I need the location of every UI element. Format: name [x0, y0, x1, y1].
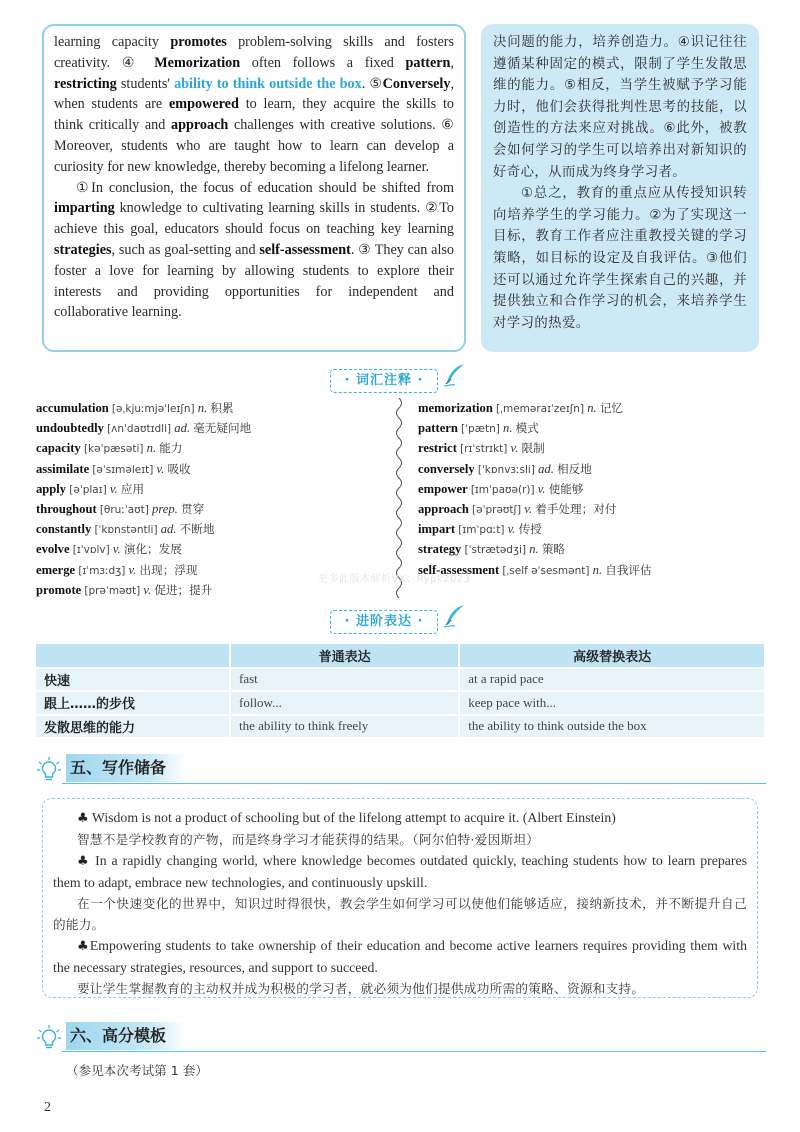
vocab-phonetic: [əˈplaɪ]: [69, 483, 107, 496]
vocab-meaning: 传授: [518, 522, 542, 537]
vocab-pos: ad.: [538, 461, 554, 476]
vocab-phonetic: [ʌnˈdaʊtɪdli]: [107, 423, 172, 436]
vocab-item: [418, 519, 768, 539]
vocab-item: [36, 398, 386, 418]
vocab-phonetic: [əˈprəʊtʃ]: [472, 503, 522, 516]
vocab-phonetic: [əˌkjuːmjəˈleɪʃn]: [111, 403, 195, 415]
expr-heading: · 进阶表达 ·: [330, 610, 438, 634]
vocab-word: memorization: [418, 401, 493, 415]
quote-cn: 在一个快速变化的世界中，知识过时得很快，教会学生如何学习可以使他们能够适应，接纳新技术，并不断提升自己的能力。: [53, 896, 747, 932]
vocab-meaning: 限制: [521, 441, 545, 456]
text: problem-solving skills and fosters creativity. ④: [54, 34, 454, 71]
vocab-phonetic: [əˈsɪməleɪt]: [92, 463, 154, 476]
lightbulb-icon: [36, 756, 62, 782]
vocab-meaning: 策略: [541, 542, 566, 557]
english-paragraph-2: [54, 178, 454, 324]
table-cell: fast: [230, 668, 459, 692]
table-row: [36, 668, 765, 692]
vocab-pos: v.: [537, 481, 546, 496]
vocab-word: throughout: [36, 501, 97, 516]
vocab-phonetic: [θruːˈaʊt]: [99, 503, 149, 516]
chinese-paragraph-2: ①总之，教育的重点应从传授知识转向培养学生的学习能力。②为了实现这一目标，教育工作者应注重教授关键的学习策略，如目标的设定及自我评估。③他们还可以通过允许学生探索自己的兴趣，并提供独立和合作学习的机会，来培养学生对学习的热爱。: [493, 186, 747, 331]
vocab-item: [36, 539, 386, 559]
vocab-pos: v.: [143, 582, 152, 597]
vocab-pos: n.: [503, 421, 513, 436]
vocab-item: [36, 459, 386, 479]
vocab-meaning: 自我评估: [605, 562, 652, 577]
club-icon: ♣: [77, 811, 89, 826]
vocab-pos: v.: [128, 562, 137, 577]
vocab-pos: n.: [587, 401, 597, 415]
vocab-item: [36, 519, 386, 539]
vocab-meaning: 吸收: [167, 461, 191, 476]
quill-icon: [442, 362, 468, 388]
text: , when students are: [54, 75, 454, 113]
vocab-phonetic: [kəˈpæsəti]: [83, 443, 144, 456]
table-header: 普通表达: [230, 644, 459, 668]
vocab-word: evolve: [36, 542, 70, 557]
english-passage-box: [42, 24, 466, 352]
vocab-meaning: 应用: [120, 481, 145, 496]
vocab-meaning: 使能够: [548, 481, 584, 496]
vocab-item: [418, 438, 768, 458]
highlighted-phrase: ability to think outside the box: [174, 75, 362, 92]
english-paragraph-1: [54, 32, 454, 178]
table-header-row: [36, 644, 765, 668]
vocab-meaning: 不断地: [179, 522, 215, 537]
keyword: empowered: [169, 96, 239, 113]
text: . ③ They can also foster a love for learning by allowing students to explore their interests and providing opportunities for independent and collaborative learning.: [54, 241, 454, 321]
vocab-phonetic: [ˈstrætədʒi]: [464, 544, 527, 557]
vocab-phonetic: [ˌmeməraɪˈzeɪʃn]: [496, 403, 585, 415]
vocab-pos: n.: [197, 401, 208, 415]
vocab-pos: v.: [507, 522, 516, 537]
text: ,: [450, 54, 454, 71]
vocab-pos: n.: [146, 441, 157, 456]
table-row: [36, 715, 765, 739]
quote-text: Wisdom is not a product of schooling but of the lifelong attempt to acquire it. (Albert Einstein): [91, 810, 616, 825]
vocab-word: capacity: [36, 441, 81, 456]
keyword: strategies: [54, 241, 112, 258]
vocab-pos: prep.: [152, 501, 178, 516]
vocab-meaning: 能力: [159, 441, 183, 456]
vocab-phonetic: [prəˈməʊt]: [84, 584, 141, 597]
section-5-header: [36, 754, 766, 784]
keyword: self-assessment: [259, 241, 351, 258]
vocab-word: promote: [36, 582, 82, 597]
table-cell: at a rapid pace: [459, 668, 765, 692]
vocab-meaning: 相反地: [557, 461, 592, 476]
vocab-phonetic: [ˈkɒnvɜːsli]: [477, 463, 535, 476]
vocab-item: [418, 499, 768, 519]
quotes-box: [42, 798, 758, 998]
vocab-pos: ad.: [160, 522, 177, 537]
vocab-meaning: 积累: [210, 401, 234, 415]
text: learning capacity: [54, 34, 171, 50]
vocab-meaning: 演化；发展: [123, 542, 182, 557]
vocab-phonetic: [ɪˈvɒlv]: [72, 544, 110, 557]
keyword: promotes: [170, 34, 227, 50]
quote-cn: 智慧不是学校教育的产物，而是终身学习才能获得的结果。（阿尔伯特·爱因斯坦）: [77, 832, 540, 847]
vocab-pos: n.: [529, 542, 539, 557]
vocab-word: empower: [418, 481, 468, 496]
vocab-meaning: 毫无疑问地: [193, 421, 252, 436]
vocab-word: apply: [36, 481, 67, 496]
vocab-word: self-assessment: [418, 562, 500, 577]
vocab-word: pattern: [418, 421, 458, 436]
table-cell: 跟上……的步伐: [36, 691, 230, 715]
club-icon: ♣: [77, 939, 90, 954]
vocab-item: [418, 398, 768, 418]
vocab-meaning: 促进；提升: [154, 582, 213, 597]
vocab-word: strategy: [418, 542, 462, 557]
vocab-heading: · 词汇注释 ·: [330, 369, 438, 393]
text: ①In conclusion, the focus of education should be shifted from: [76, 179, 454, 196]
vocab-pos: n.: [592, 562, 603, 577]
quote-cn: 要让学生掌握教育的主动权并成为积极的学习者，就必须为他们提供成功所需的策略、资源和支持。: [77, 981, 645, 996]
keyword: approach: [171, 117, 229, 134]
text: often follows a fixed: [240, 54, 406, 71]
expression-table: [36, 644, 766, 739]
vocab-pos: v.: [112, 542, 121, 557]
vocab-word: conversely: [418, 461, 475, 476]
vocab-phonetic: [ˌself əˈsesmənt]: [502, 564, 590, 577]
quill-icon: [442, 603, 468, 629]
table-cell: 快速: [36, 668, 230, 692]
vocab-phonetic: [rɪˈstrɪkt]: [460, 443, 508, 456]
keyword: imparting: [54, 200, 115, 217]
vocab-phonetic: [ˈpætn]: [461, 423, 500, 436]
vocab-pos: v.: [109, 481, 118, 496]
keyword: pattern: [405, 54, 451, 71]
vocab-phonetic: [ˈkɒnstəntli]: [94, 524, 158, 537]
section-rule: [62, 783, 766, 785]
vocab-item: [418, 539, 768, 559]
vocab-item: [36, 499, 386, 519]
text: . ⑤: [361, 75, 383, 92]
reference-note: （参见本次考试第 1 套）: [66, 1063, 208, 1078]
text: knowledge to cultivating learning skills in students. ②To achieve this goal, educators should focus on teaching key learning: [54, 200, 454, 238]
vocab-meaning: 记忆: [599, 401, 624, 415]
vocab-word: impart: [418, 522, 456, 537]
lightbulb-icon: [36, 1024, 62, 1050]
table-header: [36, 644, 230, 668]
vocab-item: [418, 479, 768, 499]
vocab-word: restrict: [418, 441, 457, 456]
vocab-meaning: 模式: [515, 421, 539, 436]
vocab-pos: ad.: [174, 421, 191, 436]
vocab-phonetic: [ɪˈmɜːdʒ]: [78, 564, 126, 577]
quote-en: [53, 807, 747, 829]
vocab-word: constantly: [36, 522, 92, 537]
keyword: Memorization: [154, 54, 241, 71]
vocab-item: [36, 418, 386, 438]
vocab-pos: v.: [524, 501, 533, 516]
vocab-meaning: 着手处理；对付: [535, 501, 617, 516]
section-6-header: [36, 1022, 766, 1052]
vocab-meaning: 出现；浮现: [139, 562, 198, 577]
section-rule: [62, 1051, 766, 1053]
vocab-word: assimilate: [36, 461, 90, 476]
table-cell: the ability to think freely: [230, 715, 459, 739]
vocab-item: [418, 459, 768, 479]
section-title: 六、高分模板: [66, 1022, 186, 1050]
section-title: 五、写作储备: [66, 754, 186, 782]
vocab-meaning: 贯穿: [180, 501, 205, 516]
quote-en: [53, 935, 747, 978]
vocab-phonetic: [ɪmˈpɑːt]: [458, 524, 505, 537]
vocab-pos: v.: [156, 461, 165, 476]
vocab-item: [36, 438, 386, 458]
vocab-pos: v.: [510, 441, 519, 456]
vocab-item: [36, 479, 386, 499]
chinese-translation-box: [481, 24, 759, 352]
text: students': [116, 75, 175, 92]
club-icon: ♣: [77, 854, 91, 869]
keyword: Conversely: [382, 75, 451, 92]
watermark: 更多此版本解析VX：Rypk2023: [318, 574, 471, 585]
text: challenges with creative solutions. ⑥ Moreover, students who are taught how to learn can develop a curiosity for new knowledge, thereby becoming a lifelong learner.: [54, 117, 454, 175]
table-cell: the ability to think outside the box: [459, 715, 765, 739]
table-header: 高级替换表达: [459, 644, 765, 668]
quote-en: [53, 850, 747, 893]
vocab-word: accumulation: [36, 401, 109, 415]
keyword: restricting: [54, 75, 117, 92]
table-cell: follow...: [230, 691, 459, 715]
text: to learn, they acquire the skills to think critically and: [54, 96, 454, 134]
vocab-phonetic: [ɪmˈpaʊə(r)]: [470, 483, 535, 496]
table-cell: keep pace with...: [459, 691, 765, 715]
vocab-word: emerge: [36, 562, 76, 577]
quote-text: In a rapidly changing world, where knowledge becomes outdated quickly, teaching students how to learn prepares them to adapt, embrace new technologies, and continuously upskill.: [53, 853, 747, 890]
vocab-list-right: [418, 398, 768, 580]
wavy-divider: [392, 398, 406, 598]
quote-text: Empowering students to take ownership of their education and become active learners requires providing them with the necessary strategies, resources, and support to succeed.: [53, 938, 748, 975]
vocab-item: [418, 418, 768, 438]
text: , such as goal-setting and: [111, 241, 260, 258]
page-number: 2: [44, 1100, 51, 1115]
table-cell: 发散思维的能力: [36, 715, 230, 739]
table-row: [36, 691, 765, 715]
vocab-word: undoubtedly: [36, 421, 104, 436]
vocab-word: approach: [418, 501, 469, 516]
chinese-paragraph-1: 决问题的能力，培养创造力。④识记往往遵循某种固定的模式，限制了学生发散思维的能力。⑤相反，当学生被赋予学习能力时，他们会获得批判性思考的技能，以创造性的方法来应对挑战。⑥此外，被教会如何学习的学生可以培养出对新知识的好奇心，从而成为终身学习者。: [493, 35, 747, 180]
